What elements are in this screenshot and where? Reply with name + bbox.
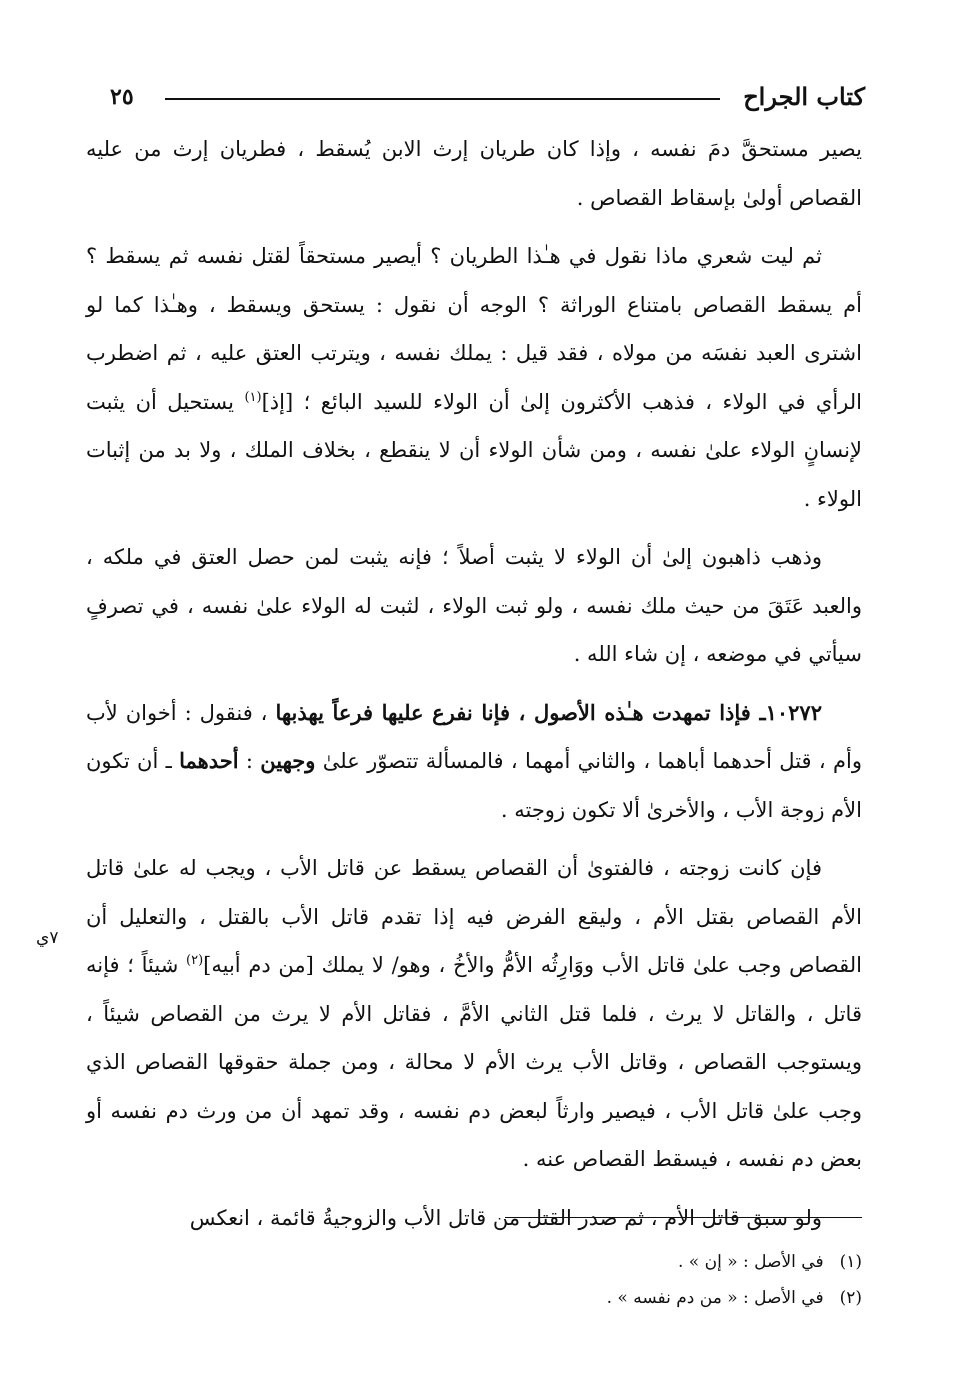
- footnote-text: في الأصل : « إن » .: [677, 1252, 824, 1272]
- paragraph: [86, 125, 862, 222]
- footnote-text: في الأصل : « من دم نفسه » .: [606, 1288, 824, 1308]
- header-rule: [165, 98, 720, 100]
- footnote: [162, 1280, 862, 1316]
- footnote-separator: [505, 1217, 862, 1218]
- text-segment: يستحيل أن يثبت لإنسانٍ الولاء علىٰ نفسه ، ومن شأن الولاء أن لا ينقطع ، بخلاف الملك ، ولا بد من إثبات الولاء .: [86, 389, 862, 511]
- bold-text: أحدهما: [179, 748, 239, 773]
- text-segment: يصير مستحقَّ دمَ نفسه ، وإذا كان طريان إرث الابن يُسقط ، فطريان إرث من عليه القصاص أولىٰ بإسقاط القصاص .: [86, 137, 862, 210]
- footnote-reference: (١): [244, 389, 262, 405]
- bold-text: ١٠٢٧٢ـ فإذا تمهدت هـٰذه الأصول ، فإنا نفرع عليها فرعاً يهذبها: [275, 699, 822, 725]
- footnotes: [162, 1244, 862, 1316]
- text-segment: ـ أن تكون الأم زوجة الأب ، والأخرىٰ ألا تكون زوجته .: [86, 749, 862, 822]
- paragraph: [86, 844, 862, 1184]
- text-segment: وذهب ذاهبون إلىٰ أن الولاء لا يثبت أصلاً ؛ فإنه يثبت لمن حصل العتق في ملكه ، والعبد عَتَقَ من حيث ملك نفسه ، ولو ثبت الولاء ، لثبت له الولاء علىٰ نفسه ، في تصرفٍ سيأتي في موضعه ، إن شاء الله .: [86, 545, 862, 666]
- body-text: [86, 125, 862, 1242]
- text-segment: ، فنقول : أخوان لأب وأم ، قتل أحدهما أباهما ، والثاني أمهما ، فالمسألة تتصوّر علىٰ: [86, 700, 862, 773]
- footnote: [162, 1244, 862, 1280]
- text-segment: فإن كانت زوجته ، فالفتوىٰ أن القصاص يسقط عن قاتل الأب ، ويجب له علىٰ قاتل الأم القصاص بقتل الأم ، وليقع الفرض فيه إذا تقدم قاتل الأب بالقتل ، والتعليل أن القصاص وجب علىٰ قاتل الأب ووَارِثُه الأمُّ والأخُ ، وهو/ لا يملك [من دم أبيه]: [86, 856, 862, 977]
- paragraph: [86, 232, 862, 523]
- footnote-reference: (٢): [186, 953, 204, 968]
- page-header: [110, 78, 865, 118]
- text-segment: :: [238, 749, 261, 773]
- bold-text: وجهين: [260, 748, 316, 773]
- paragraph: [86, 533, 862, 679]
- running-title: كتاب الجراح: [743, 82, 865, 111]
- text-segment: ولو سبق قاتل الأم ، ثم صدر القتل من قاتل الأب والزوجيةُ قائمة ، انعكس: [189, 1205, 822, 1230]
- footnote-number: (١): [839, 1252, 862, 1272]
- text-segment: ثم ليت شعري ماذا نقول في هـٰذا الطريان ؟ أيصير مستحقاً لقتل نفسه ثم يسقط ؟ أم يسقط القصاص بامتناع الوراثة ؟ الوجه أن نقول : يستحق ويسقط ، وهـٰذا كما لو اشترى العبد نفسَه من مولاه ، فقد قيل : يملك نفسه ، ويترتب العتق عليه ، ثم اضطرب الرأي في الولاء ، فذهب الأكثرون إلىٰ أن الولاء للسيد البائع ؛ [إذ]: [86, 244, 863, 414]
- manuscript-folio-marker: ٧ي: [36, 928, 59, 948]
- paragraph: [86, 689, 862, 835]
- page-number: ٢٥: [110, 84, 134, 110]
- text-segment: شيئاً ؛ فإنه قاتل ، والقاتل لا يرث ، فلما قتل الثاني الأمَّ ، فقاتل الأم لا يرث من القصاص شيئاً ، ويستوجب القصاص ، وقاتل الأب يرث الأم لا محالة ، ومن جملة حقوقها القصاص الذي وجب علىٰ قاتل الأب ، فيصير وارثاً لبعض دم نفسه ، وقد تمهد أن من ورث دم نفسه أو بعض دم نفسه ، فيسقط القصاص عنه .: [86, 953, 862, 1171]
- footnote-number: (٢): [839, 1288, 862, 1308]
